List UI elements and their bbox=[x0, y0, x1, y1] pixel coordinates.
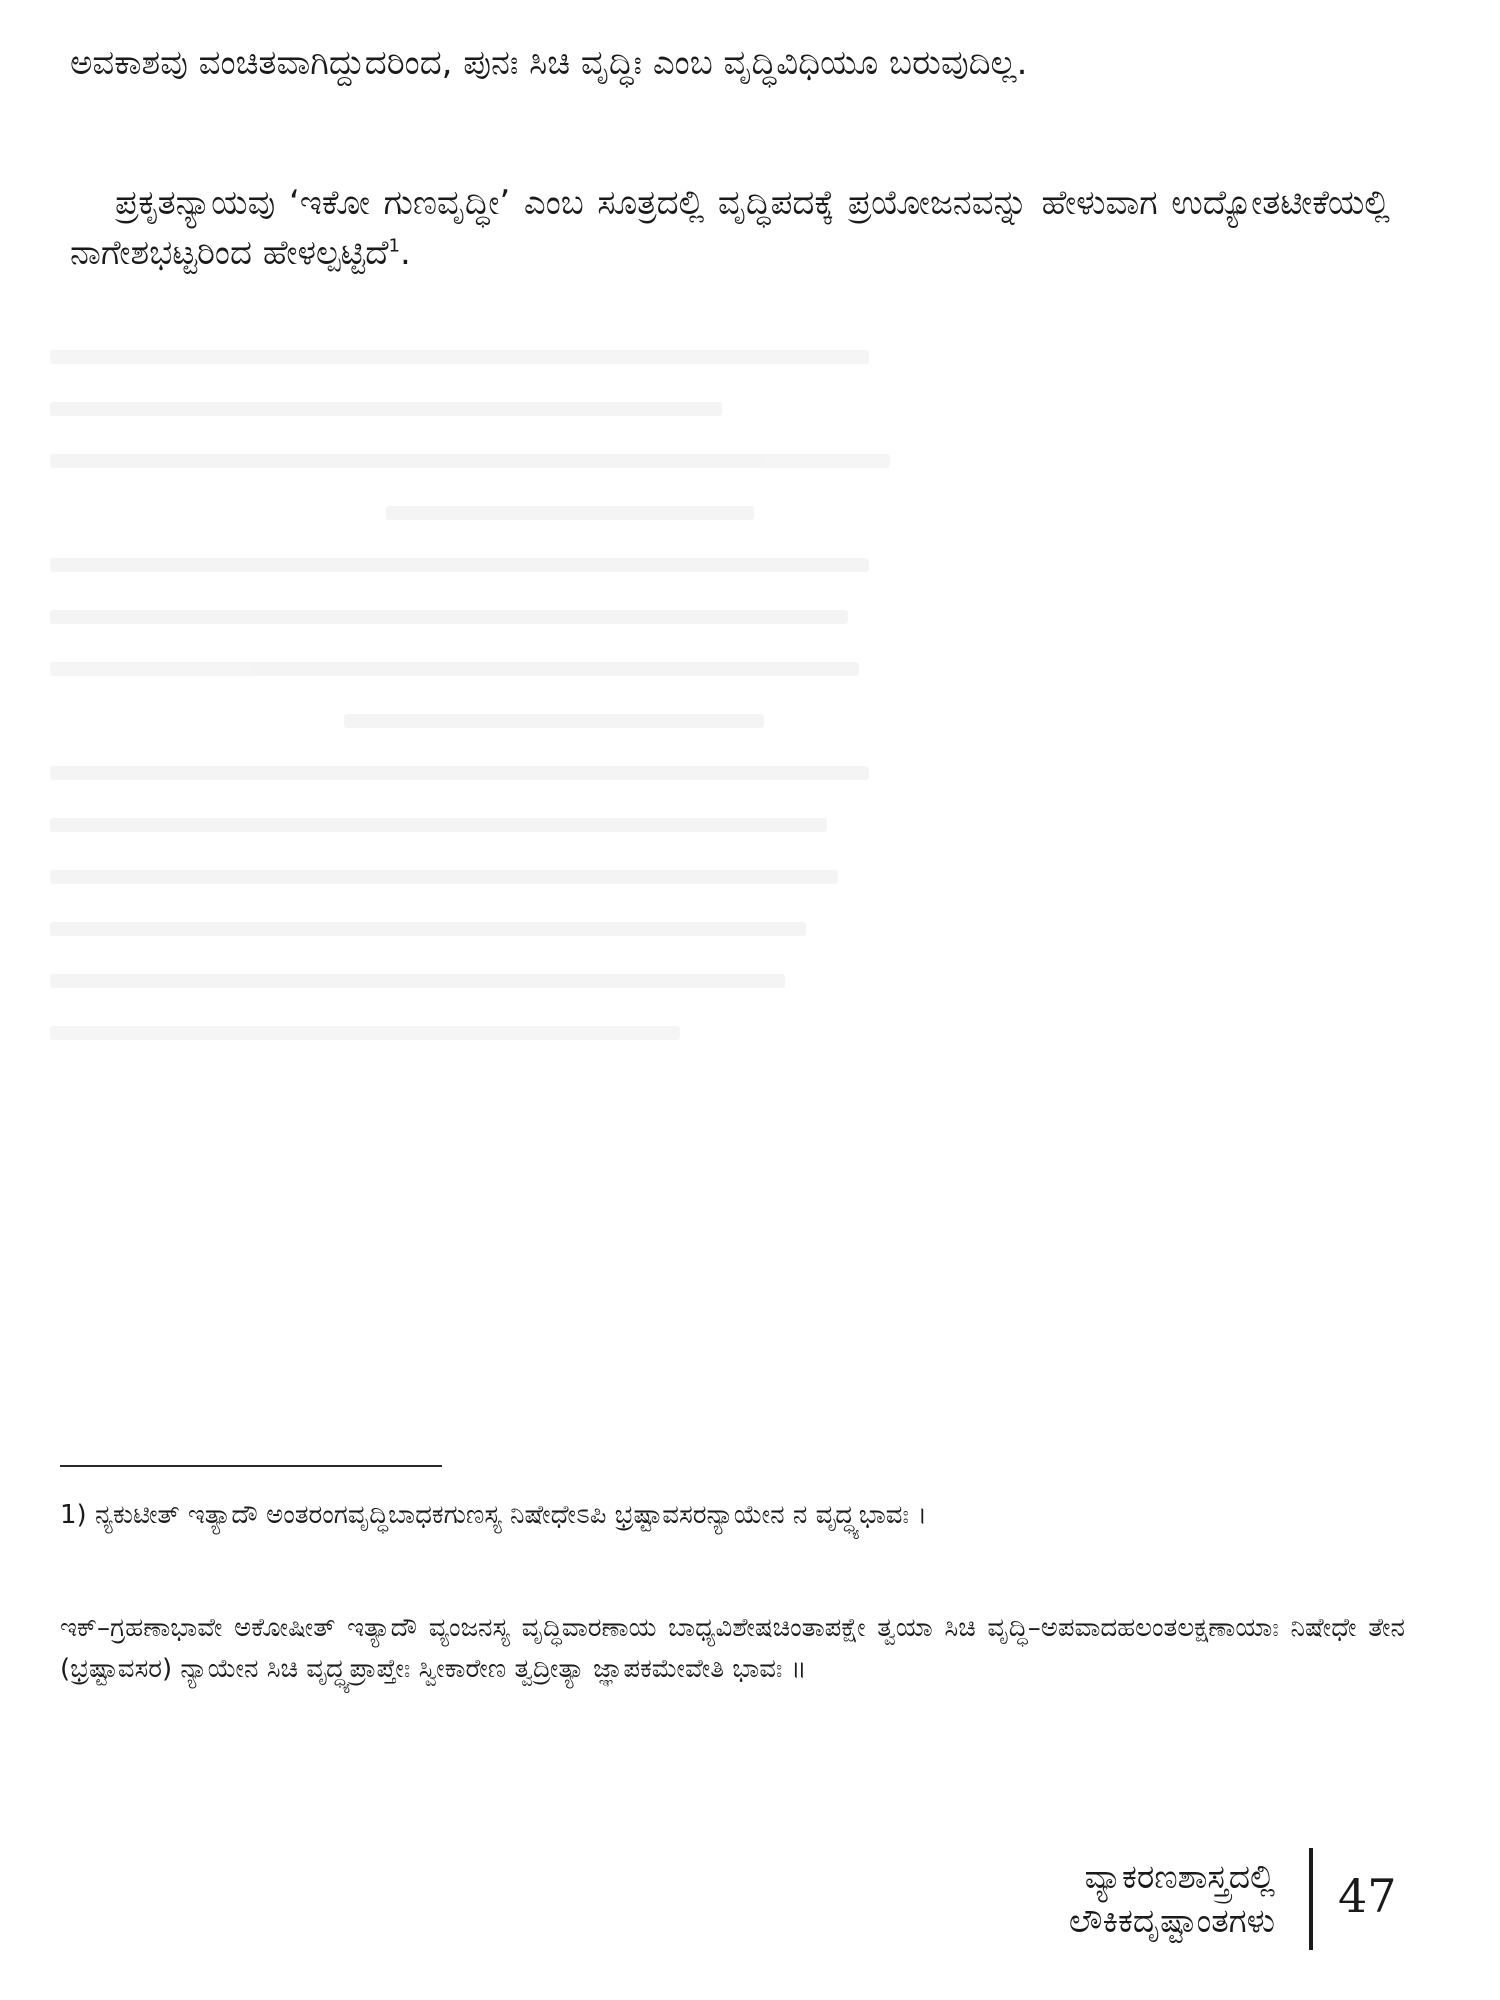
body-paragraph-2 bbox=[70, 178, 1390, 278]
footnote-2: ಇಕ್–ಗ್ರಹಣಾಭಾವೇ ಅಕೋಷೀತ್ ಇತ್ಯಾದೌ ವ್ಯಂಜನಸ್ಯ ವೃದ್ಧಿವಾರಣಾಯ ಬಾಧ್ಯವಿಶೇಷಚಿಂತಾಪಕ್ಷೇ ತ್ವಯಾ ಸಿಚಿ ವೃದ್ಧಿ–ಅಪವಾದಹಲಂತಲಕ್ಷಣಾಯಾಃ ನಿಷೇಧೇ ತೇನ (ಭ್ರಷ್ಟಾವಸರ) ನ್ಯಾಯೇನ ಸಿಚಿ ವೃದ್ಧ್ಯಪ್ರಾಪ್ತೇಃ ಸ್ವೀಕಾರೇಣ ತ್ವದ್ರೀತ್ಯಾ ಜ್ಞಾಪಕಮೇವೇತಿ ಭಾವಃ ॥ bbox=[60, 1613, 1405, 1684]
running-footer-title bbox=[1069, 1855, 1275, 1943]
body-paragraph-2-text: ಪ್ರಕೃತನ್ಯಾಯವು ‘ಇಕೋ ಗುಣವೃದ್ಧೀ’ ಎಂಬ ಸೂತ್ರದಲ್ಲಿ ವೃದ್ಧಿಪದಕ್ಕೆ ಪ್ರಯೋಜನವನ್ನು ಹೇಳುವಾಗ ಉದ್ಯೋತಟೀಕೆಯಲ್ಲಿ ನಾಗೇಶಭಟ್ಟರಿಂದ ಹೇಳಲ್ಪಟ್ಟಿದೆ bbox=[70, 183, 1390, 273]
page-number: 47 bbox=[1338, 1869, 1397, 1923]
footer-title-line-1: ವ್ಯಾಕರಣಶಾಸ್ತ್ರದಲ್ಲಿ bbox=[1084, 1857, 1275, 1896]
body-paragraph-2-period: . bbox=[400, 233, 411, 273]
footnote-reference[interactable]: 1 bbox=[388, 235, 400, 257]
footnote-1: 1) ನ್ಯಕುಟೀತ್ ಇತ್ಯಾದೌ ಅಂತರಂಗವೃದ್ಧಿಬಾಧಕಗುಣಸ್ಯ ನಿಷೇಧೇಽಪಿ ಭ್ರಷ್ಟಾವಸರನ್ಯಾಯೇನ ನ ವೃದ್ಧ್ಯಭಾವಃ । bbox=[60, 1500, 928, 1530]
body-paragraph-1: ಅವಕಾಶವು ವಂಚಿತವಾಗಿದ್ದುದರಿಂದ, ಪುನಃ ಸಿಚಿ ವೃದ್ಧಿಃ ಎಂಬ ವೃದ್ಧಿವಿಧಿಯೂ ಬರುವುದಿಲ್ಲ. bbox=[70, 43, 1028, 83]
footer-divider bbox=[1309, 1848, 1313, 1950]
footnote-separator bbox=[60, 1465, 442, 1467]
footer-title-line-2: ಲೌಕಿಕದೃಷ್ಟಾಂತಗಳು bbox=[1068, 1901, 1275, 1940]
show-through-texture bbox=[50, 350, 1100, 1250]
